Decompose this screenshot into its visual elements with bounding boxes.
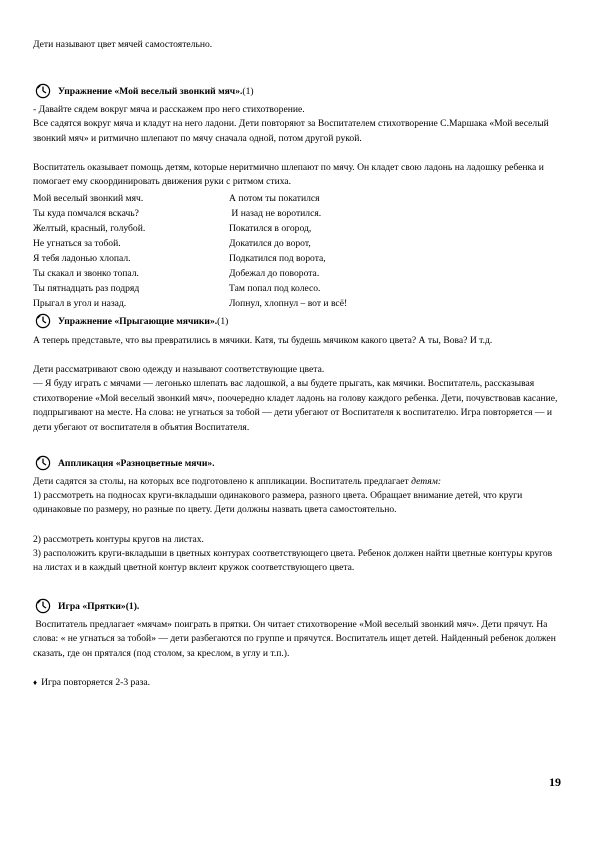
section-title-2: Упражнение «Прыгающие мячики». [58,316,218,327]
page-number: 19 [549,775,561,789]
section-title-1: Упражнение «Мой веселый звонкий мяч». [58,86,243,97]
poem-line-left: Прыгал в угол и назад. [33,298,127,309]
poem-line-right: Лопнул, хлопнул – вот и всё! [229,298,348,309]
poem-line-right: Докатился до ворот, [229,238,311,249]
stopwatch-icon [35,455,51,471]
section3-item3: 3) расположить круги-вкладыши в цветных контурах соответствующего цвета. Ребенок должен найти цветные контуры кругов на листах и в каждый цветной контур вклеит кружок соответствующего цвета. [33,548,553,574]
poem-line-right: А потом ты покатился [229,193,320,204]
stopwatch-icon [35,83,51,99]
section-ref-1: (1) [242,86,254,97]
poem-line-right: Там попал под колесо. [229,283,321,294]
poem-line-right: Добежал до поворота. [229,268,320,279]
poem-line-left: Ты скакал и звонко топал. [33,268,139,279]
section3-paragraph1-text: Дети садятся за столы, на которых все подготовлено к аппликации. Воспитатель предлагает [33,476,412,487]
poem-line-left: Мой веселый звонкий мяч. [33,193,144,204]
section2-paragraph2: Дети рассматривают свою одежду и называют соответствующие цвета. — Я буду играть с мячами — легонько шлепать вас ладошкой, а вы будете прыгать, как мячики. Воспитатель, рассказывая стихотворение «Мой веселый звонкий мяч», поочередно кладет ладонь на голову каждого ребенка. Дети, почувствовав касание, подпрыгивают на месте. На слова: не угнаться за тобой — дети убегают от Воспитателя к воспитателю. Игра повторяется — и дети убегают от воспитателя в объятия Воспитателя. [33,364,558,433]
poem-line-right: И назад не воротился. [229,208,322,219]
poem-line-left: Не угнаться за тобой. [33,238,121,249]
section-heading-1 [35,83,254,99]
stopwatch-icon [35,313,51,329]
section3-item2: 2) рассмотреть контуры кругов на листах. [33,534,204,545]
section-heading-2 [35,313,228,329]
section-heading-4 [35,598,139,614]
bullet-text: Игра повторяется 2-3 раза. [41,677,151,688]
section2-paragraph1: А теперь представьте, что вы превратились в мячики. Катя, ты будешь мячиком какого цвета? А ты, Вова? И т.д. [33,335,493,346]
stopwatch-icon [35,598,51,614]
poem-line-left: Ты пятнадцать раз подряд [33,283,140,294]
section4-paragraph1: Воспитатель предлагает «мячам» поиграть в прятки. Он читает стихотворение «Мой веселый звонкий мяч». Дети прячут. На слова: « не угнаться за тобой» — дети разбегаются по группе и прячутся. Воспитатель ищет детей. Найденный ребенок должен сказать, где он прятался (под столом, за креслом, в углу и т.п.). [33,619,559,659]
poem-line-right: Подкатился под ворота, [229,253,326,264]
section1-paragraph2: Воспитатель оказывает помощь детям, которые неритмично шлепают по мячу. Он кладет свою ладонь на ладошку ребенка и помогает ему скоординировать движения руки с ритмом стиха. [33,162,544,188]
section-title-3: Аппликация «Разноцветные мячи». [58,458,215,469]
bullet-item [33,676,150,690]
poem-line-right: Покатился в огород, [229,223,312,234]
section-title-4: Игра «Прятки» [58,601,126,612]
section3-paragraph1 [33,475,563,489]
section-ref-2: (1) [217,316,229,327]
section3-item1: 1) рассмотреть на подносах круги-вкладыши одинакового размера, разного цвета. Обращает внимание детей, что круги одинаковые по размеру, но разные по цвету. Дети должны назвать цвета самостоятельно. [33,490,523,516]
poem-line-left: Ты куда помчался вскачь? [33,208,139,219]
intro-line: Дети называют цвет мячей самостоятельно. [33,39,213,50]
section1-paragraph1: - Давайте сядем вокруг мяча и расскажем про него стихотворение. Все садятся вокруг мяча и кладут на него ладони. Дети повторяют за Воспитателем стихотворение С.Маршака «Мой веселый звонкий мяч» и ритмично шлепают по мячу сначала одной, потом другой рукой. [33,104,549,144]
section3-paragraph1-emphasis: детям: [411,476,442,487]
poem-line-left: Желтый, красный, голубой. [33,223,146,234]
section-ref-4: (1). [125,601,140,612]
poem-line-left: Я тебя ладонью хлопал. [33,253,131,264]
diamond-bullet-icon: ♦ [33,678,38,687]
section-heading-3 [35,455,215,471]
